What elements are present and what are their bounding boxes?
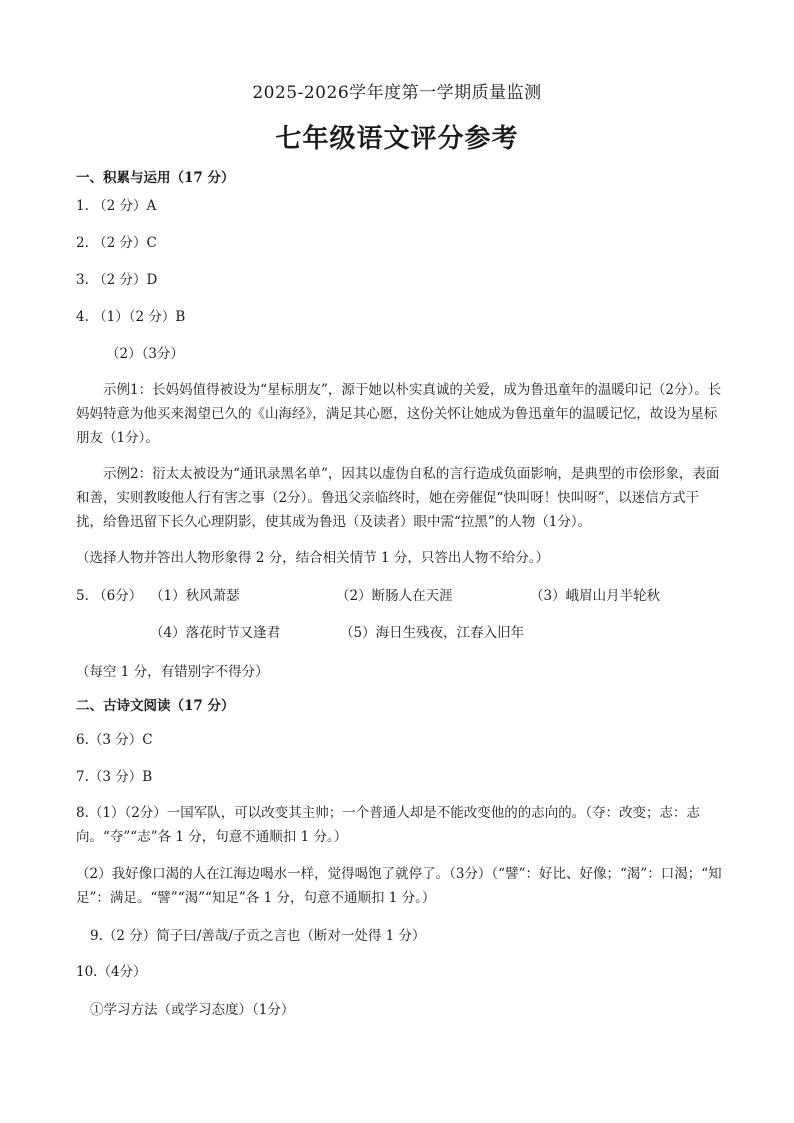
scoring-note-q4: （选择人物并答出人物形象得 2 分，结合相关情节 1 分，只答出人物不给分。） — [76, 550, 550, 566]
section-heading-1: 一、积累与运用（17 分） — [76, 170, 235, 186]
answer-q10: 10.（4分） — [76, 964, 147, 980]
page-title: 七年级语文评分参考 — [275, 124, 519, 154]
answer-q4-2: （2）（3分） — [106, 346, 184, 362]
section-heading-2: 二、古诗文阅读（17 分） — [76, 698, 235, 714]
answer-q8-2: （2）我好像口渴的人在江海边喝水一样，觉得喝饱了就停了。（3分）（“譬”：好比、好像；“渴”：口渴；“知足”：满足。“譬”“渴”“知足”各 1 分，句意不通顺扣 1 分。） — [76, 866, 722, 906]
answer-q5-label: 5. （6分） — [76, 588, 143, 604]
answer-q5-blank-3: （3）峨眉山月半轮秋 — [530, 588, 661, 604]
exam-subtitle: 2025-2026学年度第一学期质量监测 — [252, 83, 542, 103]
example-answer-2: 示例2：衍太太被设为“通讯录黑名单”，因其以虚伪自私的言行造成负面影响，是典型的市侩形象，表面和善，实则教唆他人行有害之事（2分）。鲁迅父亲临终时，她在旁催促“快叫呀！快叫呀”，以迷信方式干扰，给鲁迅留下长久心理阴影，使其成为鲁迅（及读者）眼中需“拉黑”的人物（1分）。 — [76, 466, 720, 530]
answer-q2: 2. （2 分）C — [76, 235, 157, 251]
answer-q7: 7.（3 分）B — [76, 769, 153, 785]
scoring-note-q5: （每空 1 分，有错别字不得分） — [76, 664, 269, 680]
answer-q10-point-1: ①学习方法（或学习态度）（1分） — [90, 1002, 295, 1018]
answer-q4-1: 4. （1）（2 分）B — [76, 309, 186, 325]
answer-q5-blank-5: （5）海日生残夜，江春入旧年 — [340, 625, 525, 641]
answer-q5-blank-4: （4）落花时节又逢君 — [150, 625, 281, 641]
answer-q9: 9.（2 分）简子曰/善哉/子贡之言也（断对一处得 1 分） — [90, 928, 426, 944]
example-answer-1: 示例1：长妈妈值得被设为“星标朋友”，源于她以朴实真诚的关爱，成为鲁迅童年的温暖印记（2分）。长妈妈特意为他买来渴望已久的《山海经》，满足其心愿，这份关怀让她成为鲁迅童年的温暖记忆，故设为星标朋友（1分）。 — [76, 382, 722, 446]
answer-q5-blank-1: （1）秋风萧瑟 — [150, 588, 240, 604]
answer-q3: 3. （2 分）D — [76, 272, 158, 288]
answer-q5-blank-2: （2）断肠人在天涯 — [336, 588, 453, 604]
answer-q6: 6.（3 分）C — [76, 732, 153, 748]
answer-q1: 1. （2 分）A — [76, 198, 157, 214]
answer-q8-1: 8.（1）（2分）一国军队，可以改变其主帅；一个普通人却是不能改变他的的志向的。（夺：改变；志：志向。“夺”“志”各 1 分，句意不通顺扣 1 分。） — [76, 805, 701, 845]
